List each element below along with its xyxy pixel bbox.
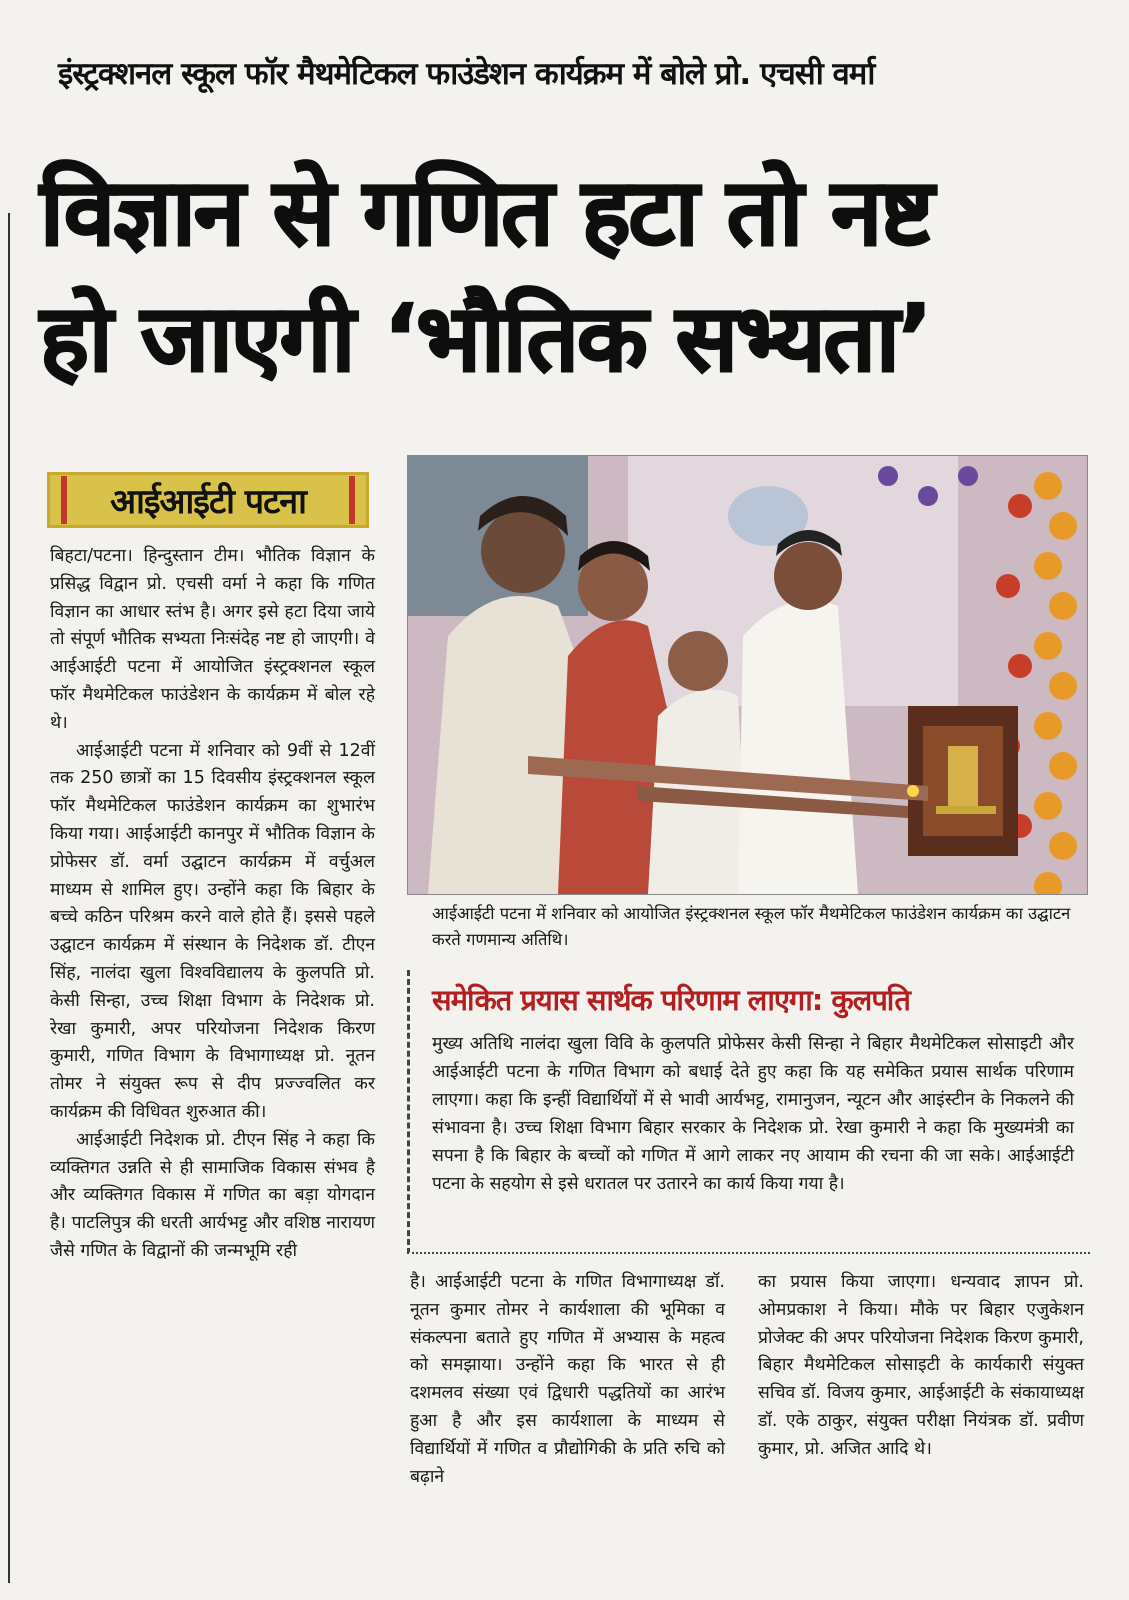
paragraph: बिहटा/पटना। हिन्दुस्तान टीम। भौतिक विज्ञान के प्रसिद्ध विद्वान प्रो. एचसी वर्मा ने कहा कि गणित विज्ञान का आधार स्तंभ है। अगर इसे हटा दिया जाये तो संपूर्ण भौतिक सभ्यता निःसंदेह नष्ट हो जाएगी। वे आईआईटी पटना में आयोजित इंस्ट्रक्शनल स्कूल फॉर मैथमेटिकल फाउंडेशन के कार्यक्रम में बोल रहे थे।: [50, 546, 375, 733]
paragraph: आईआईटी निदेशक प्रो. टीएन सिंह ने कहा कि व्यक्तिगत उन्नति से ही सामाजिक विकास संभव है और व्यक्तिगत विकास में गणित का बड़ा योगदान है। पाटलिपुत्र की धरती आर्यभट्ट और वशिष्ठ नारायण जैसे गणित के विद्वानों की जन्मभूमि रही: [50, 1129, 375, 1261]
article-column-left: [50, 543, 375, 1266]
location-tag-label: आईआईटी पटना: [110, 482, 306, 522]
headline-line-2: हो जाएगी ‘भौतिक सभ्यता’: [40, 285, 931, 392]
sidebar-title: समेकित प्रयास सार्थक परिणाम लाएगा: कुलपति: [432, 983, 910, 1017]
event-photo: [407, 455, 1088, 895]
tag-bar-right: [349, 476, 355, 524]
kicker-headline: इंस्ट्रक्शनल स्कूल फॉर मैथमेटिकल फाउंडेशन कार्यक्रम में बोले प्रो. एचसी वर्मा: [58, 56, 875, 92]
sidebar-body: [432, 1030, 1074, 1198]
page-edge-rule: [8, 213, 16, 1583]
tag-bar-left: [61, 476, 67, 524]
article-column-right: [758, 1269, 1084, 1464]
paragraph: मुख्य अतिथि नालंदा खुला विवि के कुलपति प्रोफेसर केसी सिन्हा ने बिहार मैथमेटिकल सोसाइटी और आईआईटी पटना के गणित विभाग को बधाई देते हुए कहा कि यह समेकित प्रयास सार्थक परिणाम लाएगा। कहा कि इन्हीं विद्यार्थियों में से भावी आर्यभट्ट, रामानुजन, न्यूटन और आइंस्टीन के निकलने की संभावना है। उच्च शिक्षा विभाग बिहार सरकार के निदेशक प्रो. रेखा कुमारी ने कहा कि मुख्यमंत्री का सपना है कि बिहार के बच्चों को गणित में आगे लाकर नए आयाम की रचना की जा सके। आईआईटी पटना के सहयोग से इसे धरातल पर उतारने का कार्य किया गया है।: [432, 1034, 1074, 1194]
article-column-middle: [410, 1269, 725, 1491]
main-headline: [40, 150, 1115, 402]
location-tag: [47, 472, 369, 528]
paragraph: का प्रयास किया जाएगा। धन्यवाद ज्ञापन प्रो. ओमप्रकाश ने किया। मौके पर बिहार एजुकेशन प्रोजेक्ट की अपर परियोजना निदेशक किरण कुमारी, बिहार मैथमेटिकल सोसाइटी के कार्यकारी संयुक्त सचिव डॉ. विजय कुमार, आईआईटी के संकायाध्यक्ष डॉ. एके ठाकुर, संयुक्त परीक्षा नियंत्रक डॉ. प्रवीण कुमार, प्रो. अजित आदि थे।: [758, 1272, 1084, 1459]
paragraph: आईआईटी पटना में शनिवार को 9वीं से 12वीं तक 250 छात्रों का 15 दिवसीय इंस्ट्रक्शनल स्कूल फॉर मैथमेटिकल फाउंडेशन कार्यक्रम का शुभारंभ किया गया। आईआईटी कानपुर में भौतिक विज्ञान के प्रोफेसर डॉ. वर्मा उद्घाटन कार्यक्रम में वर्चुअल माध्यम से शामिल हुए। उन्होंने कहा कि बिहार के बच्चे कठिन परिश्रम करने वाले होते हैं। इससे पहले उद्घाटन कार्यक्रम में संस्थान के निदेशक डॉ. टीएन सिंह, नालंदा खुला विश्वविद्यालय के कुलपति प्रो. केसी सिन्हा, उच्च शिक्षा विभाग के निदेशक प्रो. रेखा कुमारी, अपर परियोजना निदेशक किरण कुमारी, गणित विभाग के विभागाध्यक्ष प्रो. नूतन तोमर ने संयुक्त रूप से दीप प्रज्ज्वलित कर कार्यक्रम की विधिवत शुरुआत की।: [50, 740, 375, 1122]
paragraph: है। आईआईटी पटना के गणित विभागाध्यक्ष डॉ. नूतन कुमार तोमर ने कार्यशाला की भूमिका व संकल्पना बताते हुए गणित में अभ्यास के महत्व को समझाया। उन्होंने कहा कि भारत से ही दशमलव संख्या एवं द्विधारी पद्धतियों का आरंभ हुआ है और इस कार्यशाला के माध्यम से विद्यार्थियों में गणित व प्रौद्योगिकी के प्रति रुचि को बढ़ाने: [410, 1272, 725, 1487]
photo-caption: आईआईटी पटना में शनिवार को आयोजित इंस्ट्रक्शनल स्कूल फॉर मैथमेटिकल फाउंडेशन कार्यक्रम का उद्घाटन करते गणमान्य अतिथि।: [432, 904, 1071, 949]
headline-line-1: विज्ञान से गणित हटा तो नष्ट: [40, 159, 932, 266]
